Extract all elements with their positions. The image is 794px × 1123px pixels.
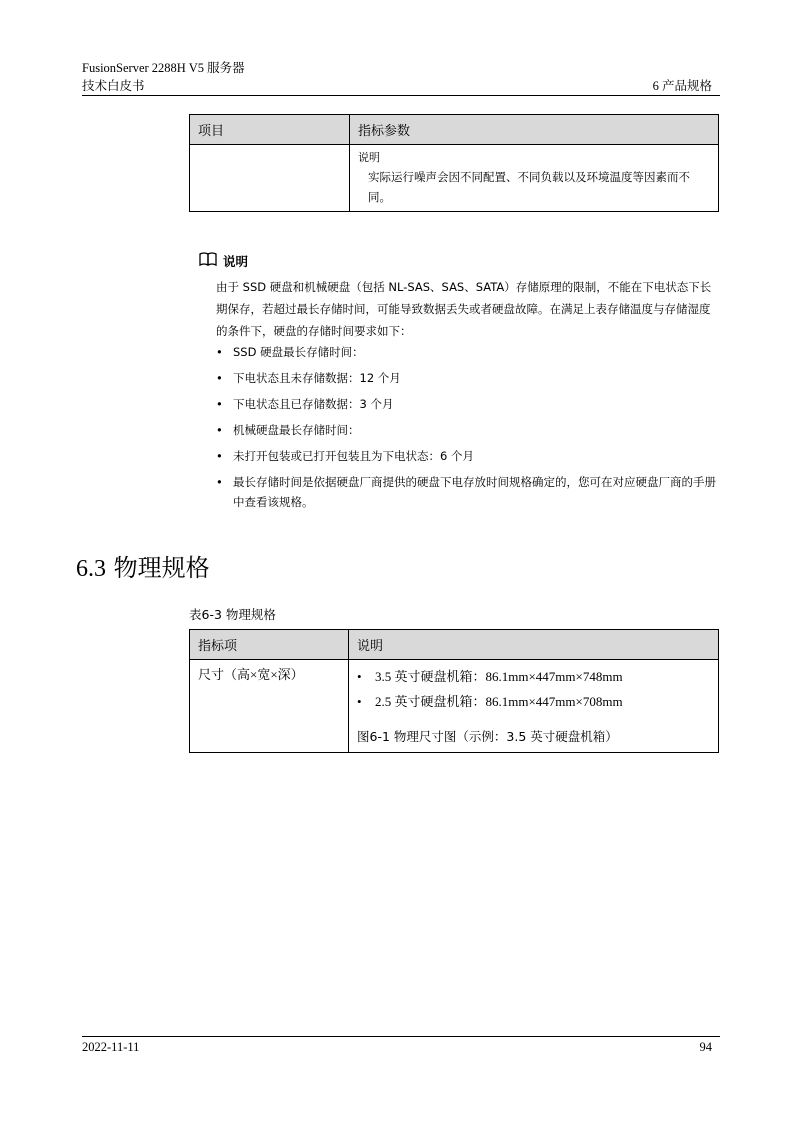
table-caption: 表6-3 物理规格 xyxy=(189,607,276,622)
note-list xyxy=(216,342,720,518)
table-cell-empty xyxy=(190,145,350,212)
header-rule xyxy=(82,95,720,96)
physical-spec-table xyxy=(189,629,719,753)
table-row xyxy=(190,660,719,753)
section-name: 物理规格 xyxy=(113,554,210,582)
list-item: • 下电状态且未存储数据：12 个月 xyxy=(216,371,401,385)
list-item: • 2.5 英寸硬盘机箱：86.1mm×447mm×708mm xyxy=(357,694,623,709)
table-cell-dimensions-label: 尺寸（高×宽×深） xyxy=(190,660,349,753)
table-header-row xyxy=(190,115,719,145)
table-row xyxy=(190,145,719,212)
book-icon xyxy=(199,252,223,271)
table-header-metric: 指标项 xyxy=(190,630,349,660)
table-note-label: 说明 xyxy=(358,151,380,164)
footer-rule xyxy=(82,1036,720,1037)
figure-caption: 图6-1 物理尺寸图（示例：3.5 英寸硬盘机箱） xyxy=(357,729,618,744)
section-title xyxy=(76,551,210,586)
spec-table-continued xyxy=(189,114,719,212)
note-paragraph: 由于 SSD 硬盘和机械硬盘（包括 NL-SAS、SAS、SATA）存储原理的限制，不能在下电状态下长期保存，若超过最长存储时间，可能导致数据丢失或者硬盘故障。在满足上表存储温度与存储湿度的条件下，硬盘的存储时间要求如下： xyxy=(216,280,712,338)
header-product: FusionServer 2288H V5 服务器 xyxy=(82,61,245,75)
section-number: 6.3 xyxy=(76,556,106,582)
table-header-description: 说明 xyxy=(349,630,719,660)
list-item: • 未打开包装或已打开包装且为下电状态：6 个月 xyxy=(216,449,474,463)
list-item: • 机械硬盘最长存储时间： xyxy=(216,423,360,437)
table-header-item: 项目 xyxy=(190,115,350,145)
note-label: 说明 xyxy=(223,253,249,269)
list-item: • 最长存储时间是依据硬盘厂商提供的硬盘下电存放时间规格确定的，您可在对应硬盘厂商的手册中查看该规格。 xyxy=(216,475,716,509)
table-header-param: 指标参数 xyxy=(350,115,719,145)
header-chapter: 6 产品规格 xyxy=(652,79,712,93)
header-doc-type: 技术白皮书 xyxy=(82,79,145,93)
note-heading xyxy=(199,252,248,271)
table-cell-dimensions xyxy=(349,660,719,753)
footer-date: 2022-11-11 xyxy=(82,1040,140,1054)
dimension-list xyxy=(357,664,710,714)
table-cell-note xyxy=(350,145,719,212)
list-item: • 3.5 英寸硬盘机箱：86.1mm×447mm×748mm xyxy=(357,669,623,684)
table-note-text: 实际运行噪声会因不同配置、不同负载以及环境温度等因素而不同。 xyxy=(368,170,690,204)
list-item: • SSD 硬盘最长存储时间： xyxy=(216,345,364,359)
page-number: 94 xyxy=(699,1040,712,1054)
list-item: • 下电状态且已存储数据：3 个月 xyxy=(216,397,394,411)
table-header-row xyxy=(190,630,719,660)
